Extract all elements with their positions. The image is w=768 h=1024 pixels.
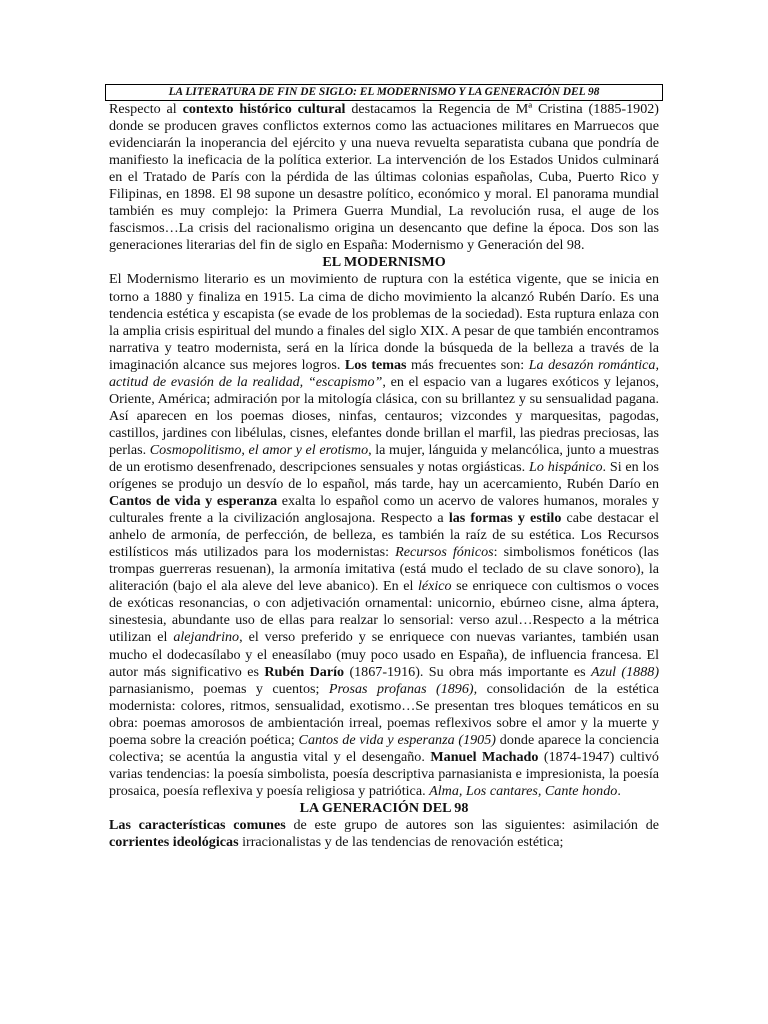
text-run: (1874-1947) cultivó varias tendencias: la poesía simbolista, poesía descriptiva parnasianista e impresionista, la poesía prosaica, poesía reflexiva y poesía religiosa y patriótica. <box>109 748 659 799</box>
text-run: donde aparece la conciencia colectiva; se acentúa la angustia vital y el desengaño. <box>109 731 660 765</box>
text-run: Alma, Los cantares, Cante hondo <box>429 782 618 799</box>
text-run: , el verso preferido y se enriquece con nuevas variantes, también usan mucho el dodecasílabo y el eneasílabo (muy poco usado en España), de influencia francesa. El autor más significativo es <box>109 629 659 680</box>
text-run: Los temas <box>344 356 407 373</box>
section-heading-generacion-98: LA GENERACIÓN DEL 98 <box>299 799 469 816</box>
text-run: Cantos de vida y esperanza <box>109 493 278 510</box>
text-run: destacamos la Regencia de Mª Cristina (1885-1902) donde se producen graves conflictos externos como las actuaciones militares en Marruecos que evidenciarán la inoperancia del ejército y una nueva revuelta separatista cubana que pondría de manifiesto la ineficacia de la política exterior. La intervención de los Estados Unidos culminará en el Tratado de París con la pérdida de las últimas colonias españolas, Cuba, Puerto Rico y Filipinas, en 1898. El 98 supone un desastre político, económico y moral. El panorama mundial también es muy complejo: la Primera Guerra Mundial, La revolución rusa, el auge de los fascismos…La crisis del racionalismo origina un desencanto que define la época. Dos son las generaciones literarias del fin de siglo en España: Modernismo y Generación del 98. <box>109 101 659 254</box>
text-run: de este grupo de autores son las siguientes: asimilación de <box>285 816 659 833</box>
text-run: corrientes ideológicas <box>109 834 239 851</box>
text-run: parnasianismo, poemas y cuentos; <box>109 680 329 697</box>
document-title: LA LITERATURA DE FIN DE SIGLO: EL MODERNISMO Y LA GENERACIÓN DEL 98 <box>105 84 663 101</box>
text-run: el amor y el erotismo <box>248 441 369 458</box>
intro-paragraph <box>109 101 659 254</box>
text-run: , <box>241 441 249 458</box>
modernismo-paragraph <box>109 271 659 799</box>
text-run: Azul (1888) <box>591 663 660 680</box>
section-heading-modernismo: EL MODERNISMO <box>322 254 446 271</box>
text-run: irracionalistas y de las tendencias de renovación estética; <box>238 834 564 851</box>
text-run: exalta lo español como un acervo de valores humanos, morales y culturales frente a la civilización anglosajona. Respecto a <box>109 493 659 527</box>
text-run: (1867-1916). Su obra más importante es <box>344 663 592 680</box>
text-run: Lo hispánico <box>529 458 603 475</box>
text-run: Cosmopolitismo <box>149 441 242 458</box>
text-run: Las características comunes <box>109 816 286 833</box>
text-run: Manuel Machado <box>430 748 539 765</box>
generacion-paragraph <box>109 817 659 851</box>
text-run: El Modernismo literario es un movimiento de ruptura con la estética vigente, que se inicia en torno a 1880 y finaliza en 1915. La cima de dicho movimiento la alcanzó Rubén Darío. Es una tendencia estética y escapista (se evade de los problemas de la sociedad). Esta ruptura enlaza con la amplia crisis espiritual del mundo a finales del siglo XIX. A pesar de que también encontramos narrativa y teatro modernista, será en la lírica donde la búsqueda de la belleza a través de la imaginación alcance sus mejores logros. <box>109 271 659 373</box>
text-run: : simbolismos fonéticos (las trompas guerreras resuenan), la armonía imitativa (está mudo el teclado de su clave sonoro), la aliteración (bajo el ala aleve del leve abanico). En el <box>109 544 660 595</box>
text-run: más frecuentes son: <box>406 356 529 373</box>
text-run: . Si en los orígenes se produjo un desvío de lo español, más tarde, hay un acercamiento, Rubén Darío en <box>109 458 659 493</box>
text-run: Respecto al <box>109 101 183 117</box>
text-run: se enriquece con cultismos o voces de exóticas resonancias, o con adjetivación ornamental: unicornio, ebúrneo cisne, alma áptera, sinestesia, abundante uso de ellas para realzar lo sensorial: verso azul…Respecto a la métrica utilizan el <box>109 578 659 646</box>
document-page <box>109 84 659 851</box>
text-run: cabe destacar el anhelo de armonía, de perfección, de belleza, es también la raíz de su estética. Los Recursos estilísticos más utilizados para los modernistas: <box>109 510 659 561</box>
text-run: . <box>617 782 621 799</box>
text-run: consolidación de la estética modernista: colores, ritmos, sensualidad, exotismo…Se presentan tres bloques temáticos en su obra: poemas amorosos de ambientación irreal, poemas reflexivos sobre el amor y la muerte y poema sobre la creación poética; <box>109 680 659 748</box>
text-run: contexto histórico cultural <box>182 101 346 117</box>
text-run: , la mujer, lánguida y melancólica, junto a muestras de un erotismo desenfrenado, descripciones sensuales y notas orgiásticas. <box>109 441 659 475</box>
text-run: La desazón romántica, actitud de evasión de la realidad, “escapismo” <box>109 356 659 390</box>
text-run: Prosas profanas (1896), <box>328 680 478 697</box>
text-run: , en el espacio van a lugares exóticos y lejanos, Oriente, América; admiración por la mitología clásica, con su brillantez y su sensualidad pagana. Así aparecen en los poemas dioses, ninfas, centauros; vizcondes y marquesitas, pagodas, castillos, jardines con libélulas, cisnes, elefantes donde brillan el marfil, las piedras preciosas, las perlas. <box>109 373 659 458</box>
text-run: las formas y estilo <box>448 510 562 527</box>
text-run: Cantos de vida y esperanza (1905) <box>298 731 496 748</box>
text-run: léxico <box>417 578 452 595</box>
text-run: Recursos fónicos <box>395 544 494 561</box>
text-run: Rubén Darío <box>264 663 345 680</box>
text-run: alejandrino <box>173 629 240 646</box>
